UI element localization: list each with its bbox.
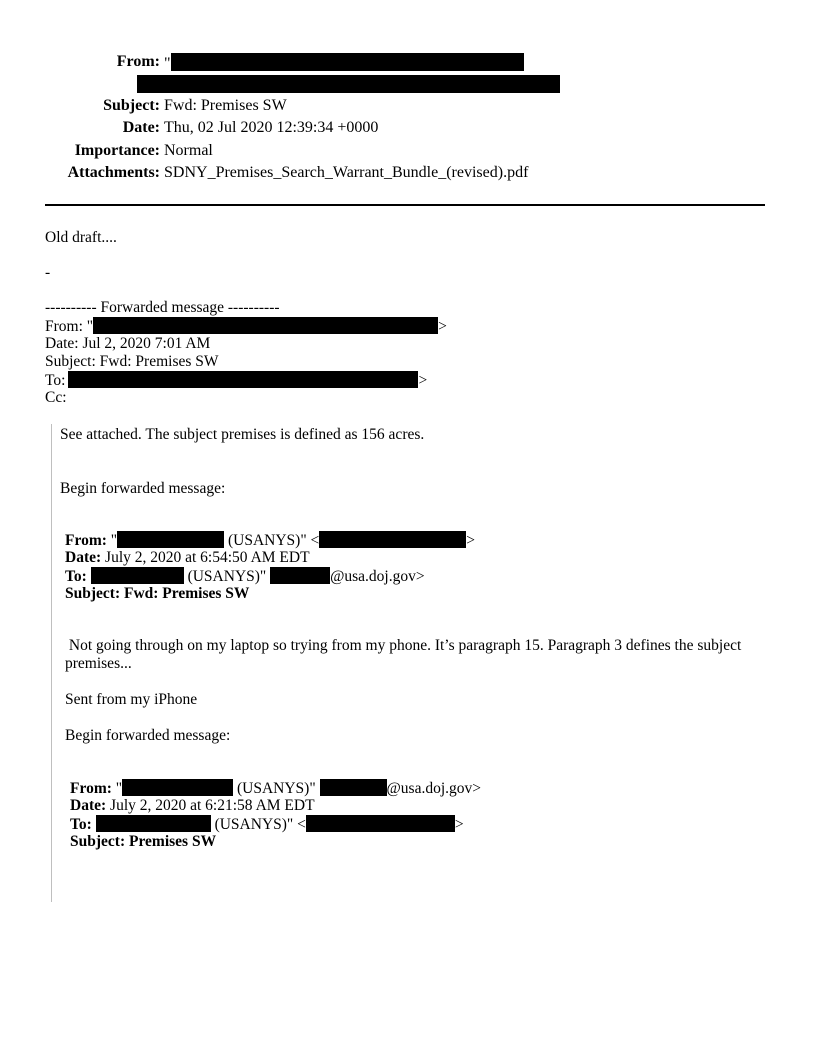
q2-sent-from: Sent from my iPhone — [65, 691, 198, 708]
redaction-box — [320, 779, 387, 796]
q3-subject-line: Subject: Premises SW — [70, 833, 217, 850]
fwd-to-line: To: > — [45, 372, 428, 389]
redaction-box — [93, 317, 438, 334]
redaction-box — [137, 75, 560, 93]
fwd-date-line: Date: Jul 2, 2020 7:01 AM — [45, 335, 211, 352]
q2-body-line: premises... — [65, 655, 132, 672]
fwd-cc-line: Cc: — [45, 389, 67, 406]
subject-label: Subject: — [103, 97, 160, 114]
redaction-box — [96, 815, 211, 832]
redaction-box — [306, 815, 455, 832]
q2-begin-forwarded: Begin forwarded message: — [65, 727, 231, 744]
fwd-subject-line: Subject: Fwd: Premises SW — [45, 353, 219, 370]
body-old-draft: Old draft.... — [45, 229, 117, 246]
redaction-box — [171, 53, 524, 71]
importance-label: Importance: — [74, 142, 160, 159]
q2-from-line: From: " (USANYS)" < > — [65, 532, 476, 549]
importance-value: Normal — [164, 142, 213, 159]
redaction-box — [91, 567, 184, 584]
attachment-link[interactable]: SDNY_Premises_Search_Warrant_Bundle_(revised).pdf — [164, 164, 529, 181]
from-label: From: — [116, 53, 160, 70]
q2-body-line: Not going through on my laptop so trying from my phone. It’s paragraph 15. Paragraph 3 defines the subject — [68, 637, 742, 654]
q3-from-line: From: " (USANYS)" @usa.doj.gov> — [70, 780, 482, 797]
attachments-label: Attachments: — [67, 164, 160, 181]
body-dash: - — [45, 264, 51, 281]
header-date-row — [0, 119, 816, 141]
redaction-box — [270, 567, 330, 584]
header-importance-row — [0, 142, 816, 164]
header-from-row — [0, 53, 816, 75]
from-value: " — [164, 53, 524, 73]
quoted-see-attached: See attached. The subject premises is defined as 156 acres. — [60, 426, 425, 443]
header-divider — [45, 204, 765, 206]
redaction-box — [319, 531, 466, 548]
subject-value: Fwd: Premises SW — [164, 97, 287, 114]
q3-date-line: Date: July 2, 2020 at 6:21:58 AM EDT — [70, 797, 315, 814]
date-label: Date: — [122, 119, 160, 136]
forwarded-divider: ---------- Forwarded message ---------- — [45, 299, 280, 316]
quote-bar — [51, 424, 52, 902]
redaction-box — [68, 371, 418, 388]
quoted-begin-forwarded: Begin forwarded message: — [60, 480, 226, 497]
header-subject-row — [0, 97, 816, 119]
redaction-box — [117, 531, 224, 548]
date-value: Thu, 02 Jul 2020 12:39:34 +0000 — [164, 119, 379, 136]
header-attachments-row — [0, 164, 816, 186]
q2-to-line: To: (USANYS)" @usa.doj.gov> — [65, 568, 425, 585]
q2-subject-line: Subject: Fwd: Premises SW — [65, 585, 250, 602]
redaction-box — [122, 779, 233, 796]
q2-date-line: Date: July 2, 2020 at 6:54:50 AM EDT — [65, 549, 310, 566]
q3-to-line: To: (USANYS)" < > — [70, 816, 464, 833]
fwd-from-line: From: " > — [45, 318, 447, 335]
